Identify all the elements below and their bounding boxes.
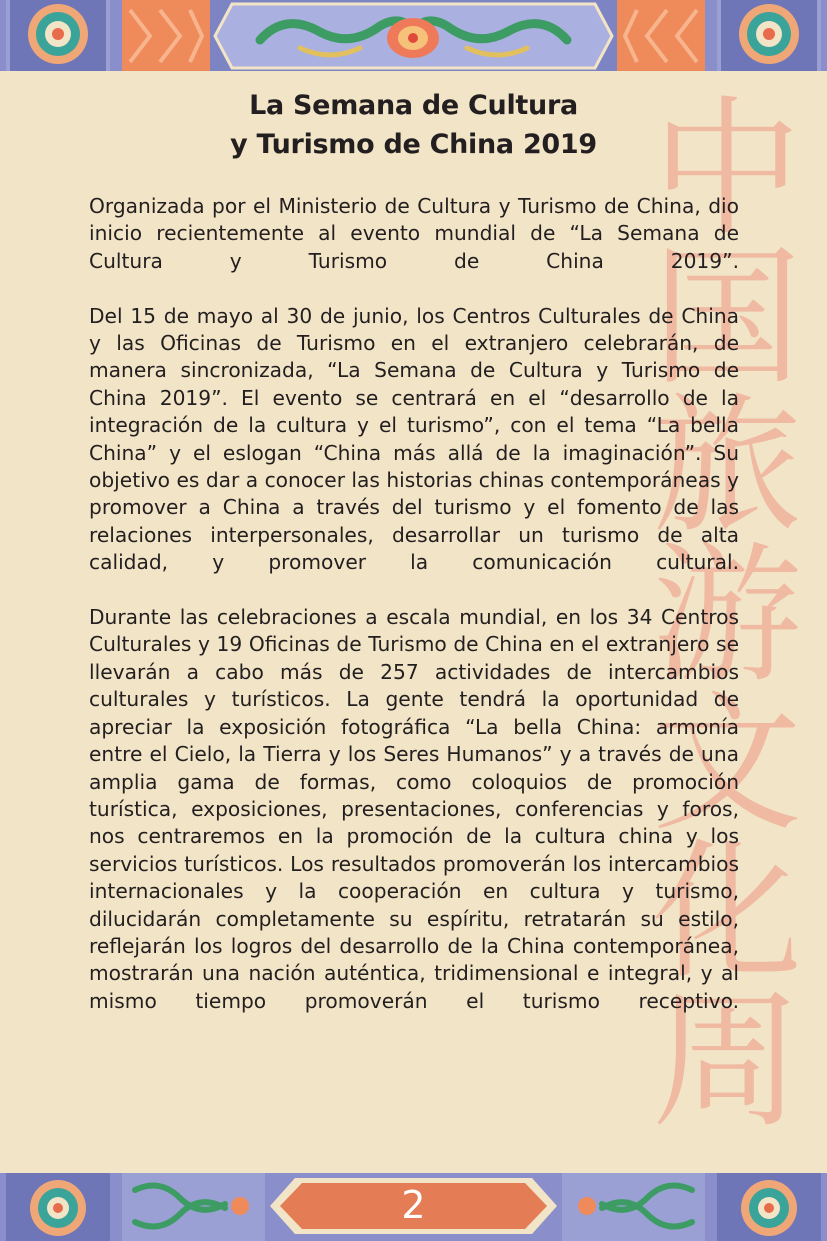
watermark-character: 中 bbox=[651, 95, 803, 257]
title-line-2: y Turismo de China 2019 bbox=[230, 129, 597, 160]
title-line-1: La Semana de Cultura bbox=[249, 90, 578, 121]
page-number: 2 bbox=[401, 1183, 426, 1227]
paragraph-2: Del 15 de mayo al 30 de junio, los Centros Culturales de China y las Oficinas de Turismo en el extranjero celebrarán, de manera sincronizada, “La Semana de Cultura y Turismo de China 2019”. El evento se centrará en el “desarrollo de la integración de la cultura y el turismo”, con el tema “La bella China” y el eslogan “China más allá de la imaginación”. Su objetivo es dar a conocer las historias chinas contemporáneas y promover a China a través del turismo y el fomento de las relaciones interpersonales, desarrollar un turismo de alta calidad, y promover la comunicación cultural. bbox=[89, 303, 739, 575]
watermark-character: 文 bbox=[651, 678, 803, 852]
watermark-character: 化 bbox=[651, 826, 803, 1000]
watermark-character: 旅 bbox=[651, 380, 803, 554]
top-decorative-border bbox=[0, 0, 827, 75]
watermark-character: 周 bbox=[651, 975, 803, 1135]
page-title bbox=[0, 86, 827, 164]
paragraph-3: Durante las celebraciones a escala mundial, en los 34 Centros Culturales y 19 Oficinas de Turismo de China en el extranjero se llevarán a cabo más de 257 actividades de intercambios culturales y turísticos. La gente tendrá la oportunidad de apreciar la exposición fotográfica “La bella China: armonía entre el Cielo, la Tierra y los Seres Humanos” y a través de una amplia gama de formas, como coloquios de promoción turística, exposiciones, presentaciones, conferencias y foros, nos centraremos en la promoción de la cultura china y los servicios turísticos. Los resultados promoverán los intercambios internacionales y la cooperación en cultura y turismo, dilucidarán completamente su espíritu, retratarán su estilo, reflejarán los logros del desarrollo de la China contemporánea, mostrarán una nación auténtica, tridimensional e integral, y al mismo tiempo promoverán el turismo receptivo. bbox=[89, 605, 739, 1013]
watermark-character: 国 bbox=[651, 232, 803, 406]
article-body bbox=[89, 193, 739, 1043]
watermark-character: 游 bbox=[651, 529, 803, 703]
paragraph-1: Organizada por el Ministerio de Cultura y Turismo de China, dio inicio recientemente al evento mundial de “La Semana de Cultura y Turismo de China 2019”. bbox=[89, 194, 739, 273]
